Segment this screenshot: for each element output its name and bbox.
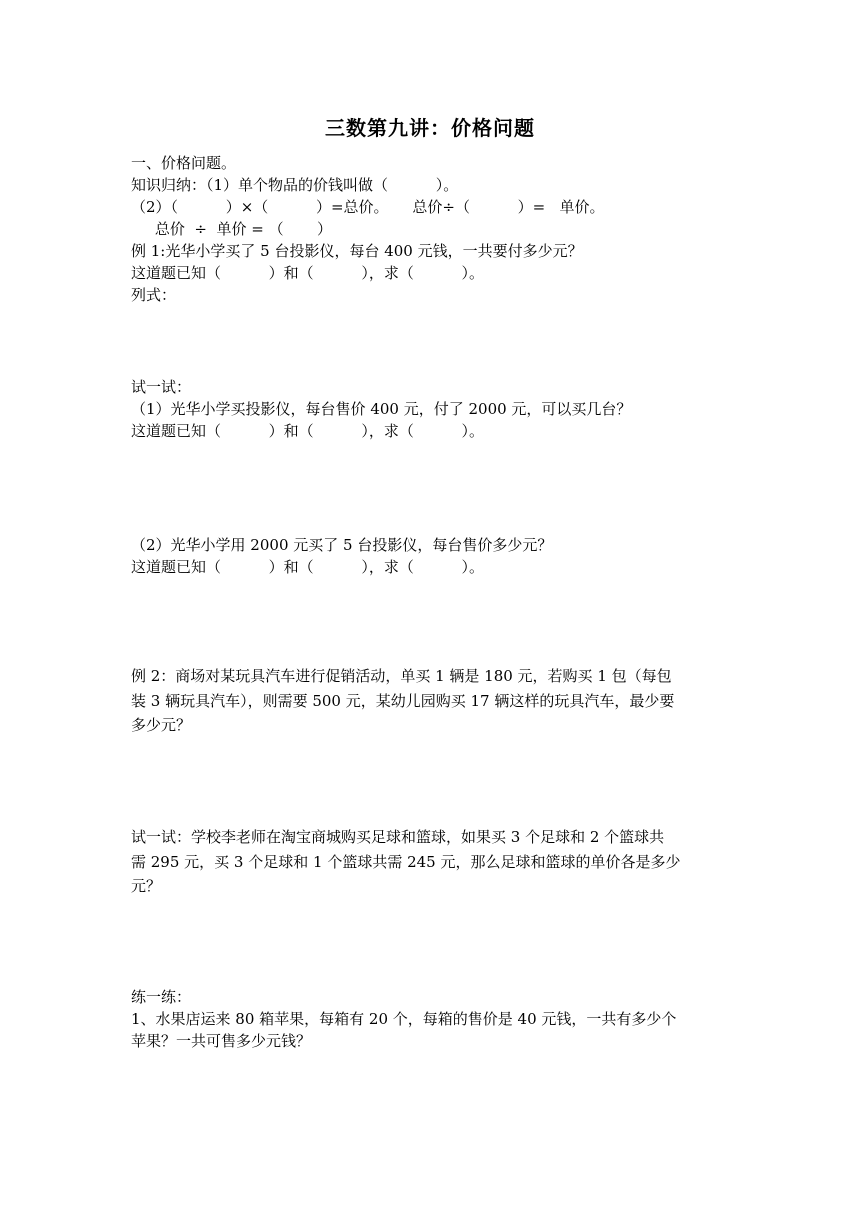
example-1-formula-label: 列式： <box>131 286 177 304</box>
try-it-question-1: （1）光华小学买投影仪，每台售价 400 元，付了 2000 元，可以买几台？ <box>131 400 632 418</box>
try-it-question-2: （2）光华小学用 2000 元买了 5 台投影仪，每台售价多少元？ <box>131 536 553 554</box>
try-it-football-basketball-line-3: 元？ <box>131 877 162 895</box>
example-1-question: 例 1:光华小学买了 5 台投影仪，每台 400 元钱，一共要付多少元？ <box>131 242 583 260</box>
practice-question-1-line-2: 苹果？一共可售多少元钱？ <box>131 1032 312 1050</box>
try-it-football-basketball-line-1: 试一试：学校李老师在淘宝商城购买足球和篮球，如果买 3 个足球和 2 个篮球共 <box>131 828 665 846</box>
practice-question-1-line-1: 1、水果店运来 80 箱苹果，每箱有 20 个，每箱的售价是 40 元钱，一共有多少个 <box>131 1010 677 1028</box>
try-it-heading: 试一试： <box>131 378 192 396</box>
knowledge-summary-line-2: （2）（ ）×（ ）=总价。 总价÷（ ）= 单价。 <box>131 198 605 216</box>
section-heading-price-problems: 一、价格问题。 <box>131 154 237 172</box>
example-2-question-line-3: 多少元？ <box>131 716 192 734</box>
example-2-question-line-2: 装 3 辆玩具汽车），则需要 500 元，某幼儿园购买 17 辆这样的玩具汽车，最少要 <box>131 692 675 710</box>
knowledge-summary-line-3: 总价 ÷ 单价 = （ ） <box>131 220 332 238</box>
try-it-football-basketball-line-2: 需 295 元，买 3 个足球和 1 个篮球共需 245 元，那么足球和篮球的单价各是多少 <box>131 853 681 871</box>
try-it-question-2-known-line: 这道题已知（ ）和（ ），求（ ）。 <box>131 558 485 576</box>
example-2-question-line-1: 例 2：商场对某玩具汽车进行促销活动，单买 1 辆是 180 元，若购买 1 包（每包 <box>131 667 672 685</box>
page-title: 三数第九讲：价格问题 <box>325 116 535 140</box>
try-it-question-1-known-line: 这道题已知（ ）和（ ），求（ ）。 <box>131 422 485 440</box>
knowledge-summary-line-1: 知识归纳：（1）单个物品的价钱叫做（ ）。 <box>131 176 459 194</box>
example-1-known-line: 这道题已知（ ）和（ ），求（ ）。 <box>131 264 485 282</box>
practice-heading: 练一练： <box>131 988 192 1006</box>
